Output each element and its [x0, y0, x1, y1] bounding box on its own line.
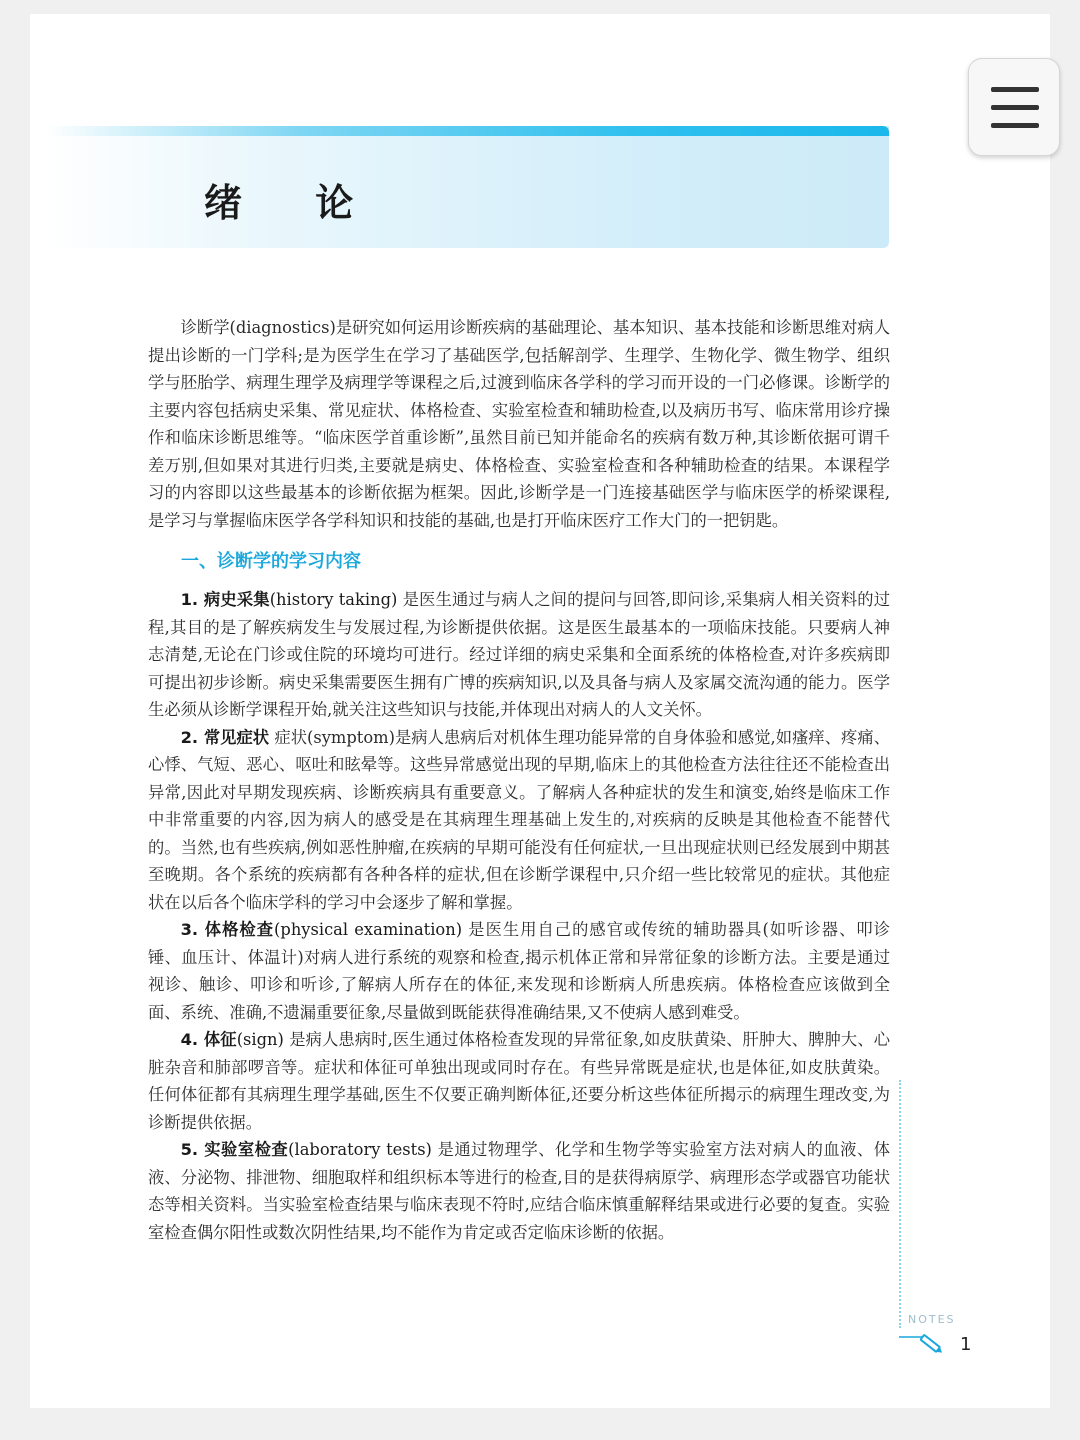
menu-button[interactable] — [968, 58, 1060, 156]
item-lab-tests — [148, 1136, 890, 1246]
chapter-header-band — [46, 126, 889, 248]
item-title: 1. 病史采集(history taking) — [180, 590, 398, 609]
item-signs — [148, 1026, 890, 1136]
intro-paragraph: 诊断学(diagnostics)是研究如何运用诊断疾病的基础理论、基本知识、基本技能和诊断思维对病人提出诊断的一门学科;是为医学生在学习了基础医学,包括解剖学、生理学、生物化学、微生物学、组织学与胚胎学、病理生理学及病理学等课程之后,过渡到临床各学科的学习而开设的一门必修课。诊断学的主要内容包括病史采集、常见症状、体格检查、实验室检查和辅助检查,以及病历书写、临床常用诊疗操作和临床诊断思维等。“临床医学首重诊断”,虽然目前已知并能命名的疾病有数万种,其诊断依据可谓千差万别,但如果对其进行归类,主要就是病史、体格检查、实验室检查和各种辅助检查的结果。本课程学习的内容即以这些最基本的诊断依据为框架。因此,诊断学是一门连接基础医学与临床医学的桥梁课程,是学习与掌握临床医学各学科知识和技能的基础,也是打开临床医疗工作大门的一把钥匙。 — [148, 318, 890, 530]
item-title: 2. 常见症状 — [180, 727, 270, 747]
notes-label: NOTES — [908, 1313, 956, 1326]
item-history-taking — [148, 586, 890, 724]
body-text — [148, 314, 890, 1246]
item-symptoms — [148, 724, 890, 917]
item-title: 5. 实验室检查(laboratory tests) — [180, 1140, 432, 1159]
header-accent-bar — [46, 126, 889, 136]
item-text: 是病人患病时,医生通过体格检查发现的异常征象,如皮肤黄染、肝肿大、脾肿大、心脏杂音和肺部啰音等。症状和体征可单独出现或同时存在。有些异常既是症状,也是体征,如皮肤黄染。任何体征都有其病理生理学基础,医生不仅要正确判断体征,还要分析这些体征所揭示的病理生理改变,为诊断提供依据。 — [148, 1030, 890, 1132]
item-text: 是通过物理学、化学和生物学等实验室方法对病人的血液、体液、分泌物、排泄物、细胞取样和组织标本等进行的检查,目的是获得病原学、病理形态学或器官功能状态等相关资料。当实验室检查结果与临床表现不符时,应结合临床慎重解释结果或进行必要的复查。实验室检查偶尔阳性或数次阴性结果,均不能作为肯定或否定临床诊断的依据。 — [148, 1140, 890, 1242]
notes-margin-line — [899, 1080, 901, 1328]
item-text: 是医生通过与病人之间的提问与回答,即问诊,采集病人相关资料的过程,其目的是了解疾病发生与发展过程,为诊断提供依据。这是医生最基本的一项临床技能。只要病人神志清楚,无论在门诊或住院的环境均可进行。经过详细的病史采集和全面系统的体格检查,对许多疾病即可提出初步诊断。病史采集需要医生拥有广博的疾病知识,以及具备与病人及家属交流沟通的能力。医学生必须从诊断学课程开始,就关注这些知识与技能,并体现出对病人的人文关怀。 — [148, 590, 891, 719]
item-title: 4. 体征(sign) — [180, 1030, 284, 1049]
section-heading: 一、诊断学的学习内容 — [181, 551, 361, 572]
page-number: 1 — [960, 1334, 972, 1355]
item-text: 症状(symptom)是病人患病后对机体生理功能异常的自身体验和感觉,如瘙痒、疼痛、心悸、气短、恶心、呕吐和眩晕等。这些异常感觉出现的早期,临床上的其他检查方法往往还不能检查出异常,因此对早期发现疾病、诊断疾病具有重要意义。了解病人各种症状的发生和演变,始终是临床工作中非常重要的内容,因为病人的感受是在其病理生理基础上发生的,对疾病的反映是其他检查不能替代的。当然,也有些疾病,例如恶性肿瘤,在疾病的早期可能没有任何症状,一旦出现症状则已经发展到中期甚至晚期。各个系统的疾病都有各种各样的症状,但在诊断学课程中,只介绍一些比较常见的症状。其他症状在以后各个临床学科的学习中会逐步了解和掌握。 — [148, 727, 890, 912]
pencil-icon — [898, 1331, 946, 1357]
item-title: 3. 体格检查(physical examination) — [180, 920, 463, 939]
item-text: 是医生用自己的感官或传统的辅助器具(如听诊器、叩诊锤、血压计、体温计)对病人进行系统的观察和检查,揭示机体正常和异常征象的诊断方法。主要是通过视诊、触诊、叩诊和听诊,了解病人所存在的体征,来发现和诊断病人所患疾病。体格检查应该做到全面、系统、准确,不遗漏重要征象,尽量做到既能获得准确结果,又不使病人感到难受。 — [148, 920, 890, 1022]
chapter-title: 绪 论 — [204, 181, 384, 225]
item-physical-exam — [148, 916, 890, 1026]
